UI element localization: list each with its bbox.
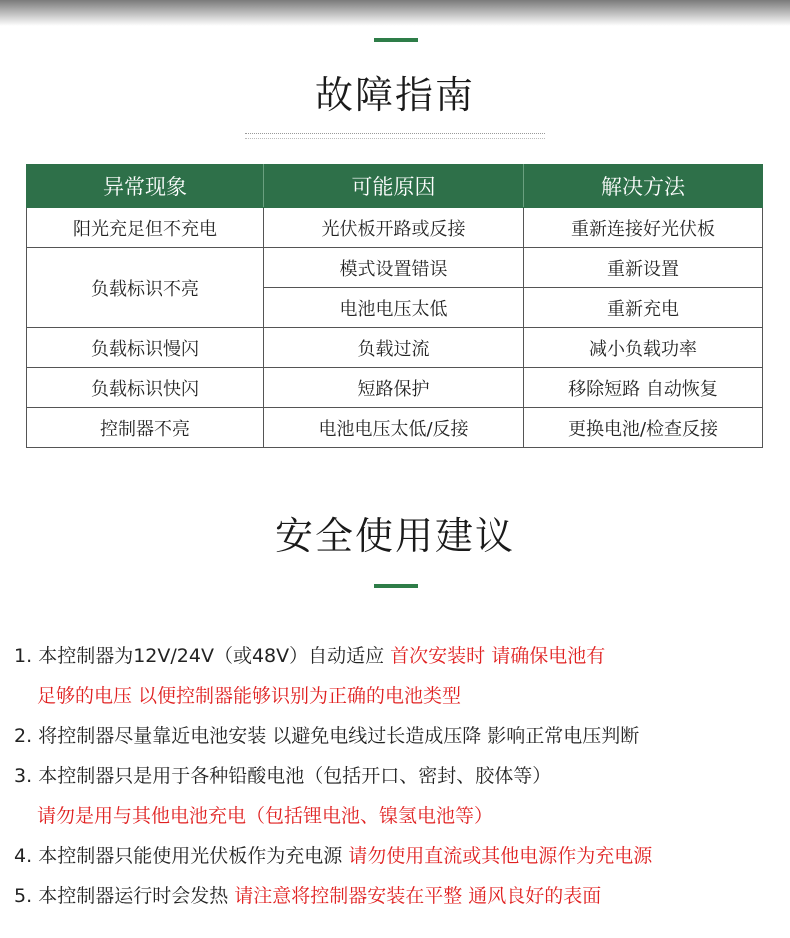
cause-cell: 短路保护 <box>264 368 524 408</box>
item-text: 本控制器运行时会发热 <box>38 885 235 907</box>
symptom-cell: 负载标识慢闪 <box>27 328 264 368</box>
item-warning: 请勿使用直流或其他电源作为充电源 <box>348 845 653 867</box>
item-text: 本控制器为12V/24V（或48V）自动适应 <box>38 645 391 667</box>
title-accent-bar <box>374 38 418 42</box>
list-item <box>14 876 790 916</box>
title-divider <box>245 133 545 139</box>
item-text: 本控制器只能使用光伏板作为充电源 <box>38 845 349 867</box>
list-item <box>14 756 790 796</box>
header-solution: 解决方法 <box>524 165 763 208</box>
table-row <box>27 408 763 448</box>
list-item <box>14 716 790 756</box>
header-cause: 可能原因 <box>264 165 524 208</box>
symptom-cell: 负载标识不亮 <box>27 248 264 328</box>
top-shadow <box>0 0 790 26</box>
symptom-cell: 负载标识快闪 <box>27 368 264 408</box>
cause-cell: 模式设置错误 <box>264 248 524 288</box>
list-item <box>14 636 790 676</box>
solution-cell: 更换电池/检查反接 <box>524 408 763 448</box>
fault-guide-title: 故障指南 <box>314 73 475 117</box>
item-continuation: 足够的电压 以便控制器能够识别为正确的电池类型 <box>37 685 462 707</box>
solution-cell: 减小负载功率 <box>524 328 763 368</box>
item-warning: 请注意将控制器安装在平整 通风良好的表面 <box>234 885 602 907</box>
solution-cell: 移除短路 自动恢复 <box>524 368 763 408</box>
safety-accent-bar <box>374 584 418 588</box>
header-symptom: 异常现象 <box>27 165 264 208</box>
cause-cell: 电池电压太低/反接 <box>264 408 524 448</box>
item-number: 4. <box>14 845 33 867</box>
list-item <box>14 836 790 876</box>
item-number: 2. <box>14 725 33 747</box>
cause-cell: 电池电压太低 <box>264 288 524 328</box>
item-continuation: 请勿是用与其他电池充电（包括锂电池、镍氢电池等） <box>37 805 494 827</box>
cause-cell: 负载过流 <box>264 328 524 368</box>
symptom-cell: 阳光充足但不充电 <box>27 208 264 248</box>
symptom-cell: 控制器不亮 <box>27 408 264 448</box>
cause-cell: 光伏板开路或反接 <box>264 208 524 248</box>
safety-title: 安全使用建议 <box>274 514 515 558</box>
item-warning: 首次安装时 请确保电池有 <box>390 645 606 667</box>
table-row <box>27 208 763 248</box>
table-row <box>27 328 763 368</box>
safety-list <box>14 636 790 916</box>
table-header-row <box>27 165 763 208</box>
table-row <box>27 368 763 408</box>
item-number: 3. <box>14 765 33 787</box>
table-row <box>27 248 763 288</box>
item-text: 本控制器只是用于各种铅酸电池（包括开口、密封、胶体等） <box>38 765 552 787</box>
item-number: 5. <box>14 885 33 907</box>
solution-cell: 重新设置 <box>524 248 763 288</box>
fault-guide-table <box>26 164 763 448</box>
solution-cell: 重新连接好光伏板 <box>524 208 763 248</box>
item-text: 将控制器尽量靠近电池安装 以避免电线过长造成压降 影响正常电压判断 <box>38 725 640 747</box>
solution-cell: 重新充电 <box>524 288 763 328</box>
item-number: 1. <box>14 645 33 667</box>
